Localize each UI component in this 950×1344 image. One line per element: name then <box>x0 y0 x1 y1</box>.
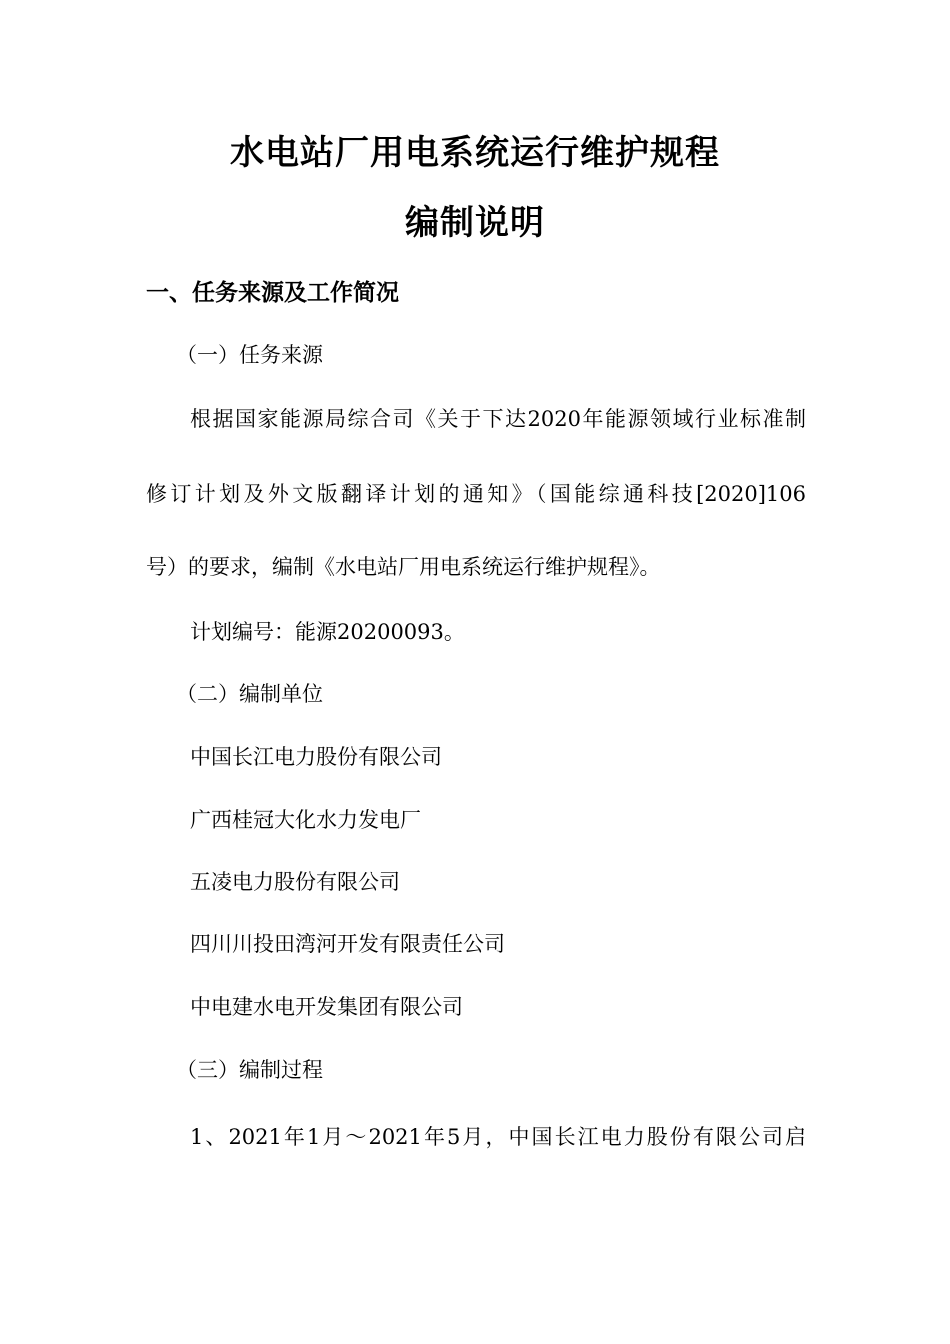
document-subtitle: 编制说明 <box>405 203 545 243</box>
subsection-heading-task-source: （一）任务来源 <box>176 343 323 367</box>
plan-number: 计划编号：能源20200093。 <box>190 620 465 644</box>
paragraph-line: 根据国家能源局综合司《关于下达2020年能源领域行业标准制 <box>190 407 806 431</box>
unit-item: 中国长江电力股份有限公司 <box>190 745 442 769</box>
paragraph-line: 1、2021年1月～2021年5月，中国长江电力股份有限公司启 <box>190 1125 806 1149</box>
subsection-heading-units: （二）编制单位 <box>176 682 323 706</box>
unit-item: 五凌电力股份有限公司 <box>190 870 400 894</box>
document-title: 水电站厂用电系统运行维护规程 <box>230 133 720 173</box>
unit-item: 广西桂冠大化水力发电厂 <box>190 808 421 832</box>
paragraph-line: 号）的要求，编制《水电站厂用电系统运行维护规程》。 <box>146 555 661 579</box>
paragraph-line: 修订计划及外文版翻译计划的通知》（国能综通科技[2020]106 <box>146 482 806 506</box>
unit-item: 中电建水电开发集团有限公司 <box>190 995 463 1019</box>
unit-item: 四川川投田湾河开发有限责任公司 <box>190 932 505 956</box>
subsection-heading-process: （三）编制过程 <box>176 1058 323 1082</box>
section-heading-task-source: 一、任务来源及工作简况 <box>146 280 399 306</box>
